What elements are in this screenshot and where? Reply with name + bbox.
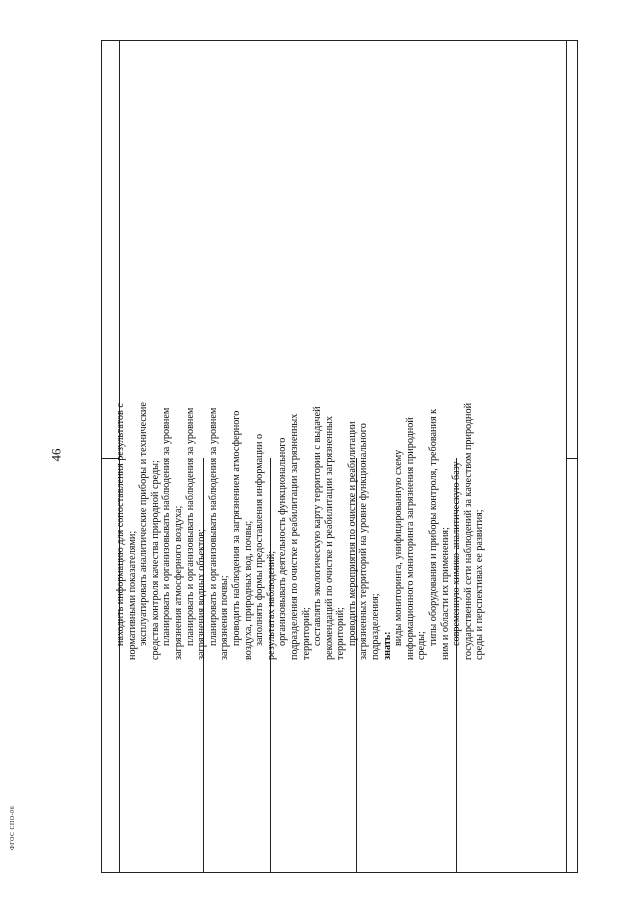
text-line: информационного мониторинга загрязнения природной [404, 417, 416, 660]
text-line: планировать и организовывать наблюдения за уровнем [207, 407, 219, 646]
text-line: загрязнения атмосферного воздуха; [172, 505, 184, 660]
text-line: эксплуатировать аналитические приборы и технические [138, 402, 150, 646]
text-line: подразделения; [370, 593, 382, 660]
row-divider [566, 458, 578, 459]
text-line: находить информацию для сопоставления результатов с [115, 403, 126, 646]
text-line: загрязнения водных объектов; [196, 529, 208, 660]
text-line: среды и перспективах ее развития; [474, 509, 486, 660]
footer-code: ФГОС СПО-06 [10, 805, 16, 850]
text-line: планировать и организовывать наблюдения за уровнем [161, 407, 173, 646]
text-line: типы оборудования и приборы контроля, требования к [428, 408, 440, 646]
text-line: нормативными показателями; [126, 530, 138, 660]
text-line: результатах наблюдений; [265, 550, 277, 660]
text-line: планировать и организовывать наблюдения за уровнем [184, 407, 196, 646]
text-line: знать: [381, 631, 393, 660]
text-line: рекомендаций по очистке и реабилитации загрязненных [323, 416, 335, 660]
text-line: проводить мероприятия по очистке и реабилитации [346, 421, 358, 646]
text-line: составлять экологическую карту территории с выдачей [312, 406, 324, 646]
text-line: среды; [416, 631, 428, 660]
text-line: загрязненных территорий на уровне функционального [358, 423, 370, 660]
page-number: 46 [48, 448, 64, 462]
text-line: виды мониторинга, унифицированную схему [393, 449, 405, 646]
text-line: организовывать деятельность функционального [277, 437, 289, 646]
text-line: загрязнения почвы; [219, 575, 231, 660]
text-line: территорий; [300, 607, 312, 660]
text-line: подразделения по очистке и реабилитации загрязненных [288, 413, 300, 660]
text-line: территорий; [335, 607, 347, 660]
text-line: современную химико-аналитическую базу [451, 461, 463, 646]
text-line: заполнять формы предоставления информации о [254, 433, 266, 646]
column-divider [566, 41, 567, 872]
skills-text [115, 250, 486, 660]
competency-table [101, 40, 578, 873]
text-line: государственной сети наблюдений за качеством природной [462, 402, 474, 660]
text-line: ним и области их применения; [439, 527, 451, 660]
text-line: проводить наблюдения за загрязнением атмосферного [230, 410, 242, 646]
text-line: средства контроля качества природной среды; [149, 460, 161, 660]
text-line: воздуха, природных вод, почвы; [242, 520, 254, 660]
